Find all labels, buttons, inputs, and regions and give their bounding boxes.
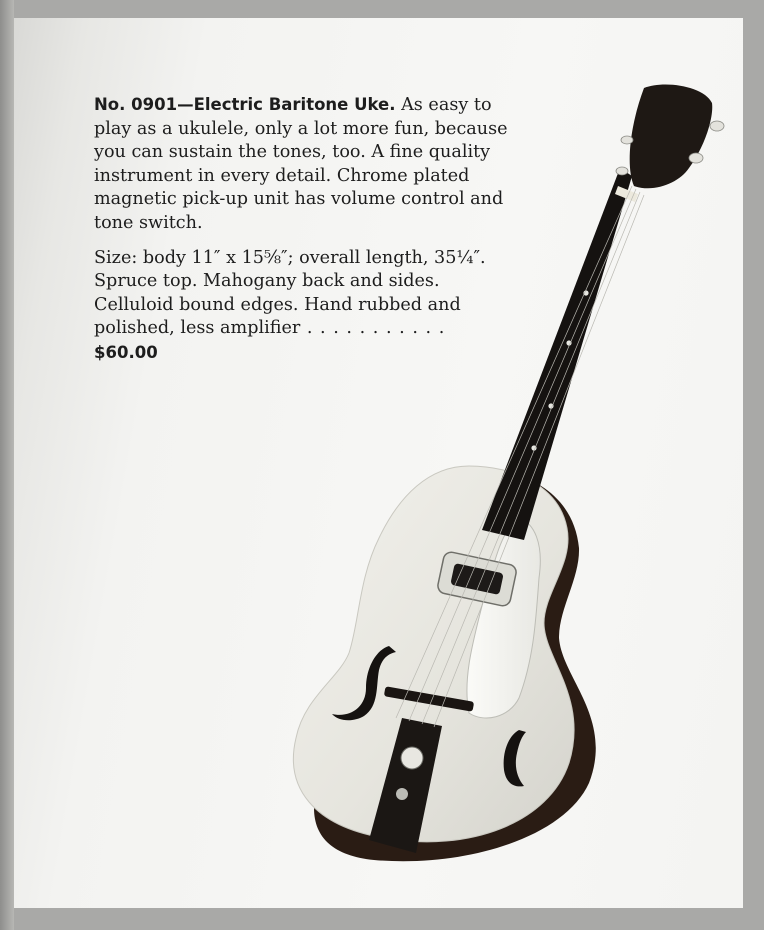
ukulele-photo (14, 18, 743, 908)
spiral-binding-edge (0, 0, 14, 930)
description-text: As easy to play as a ukulele, only a lot more fun, because you can sustain the tones, too. A fine quality instrument in every detail. Chrome plated magnetic pick-up unit has volume control and tone switch. (94, 95, 508, 233)
model-number: No. 0901 (94, 95, 178, 114)
price-leader-dots: . . . . . . . . . . . (300, 318, 446, 339)
title-dash: — (177, 95, 194, 114)
price: $60.00 (94, 342, 158, 362)
specs-text: Size: body 11″ x 15⅝″; overall length, 35¼″. Spruce top. Mahogany back and sides. Celluloid bound edges. Hand rubbed and polished, less amplifier (94, 247, 486, 339)
fretboard (482, 168, 632, 540)
product-title: Electric Baritone Uke. (193, 95, 396, 114)
ukulele-top (293, 466, 574, 842)
headstock (630, 84, 713, 188)
catalog-page (14, 18, 743, 908)
